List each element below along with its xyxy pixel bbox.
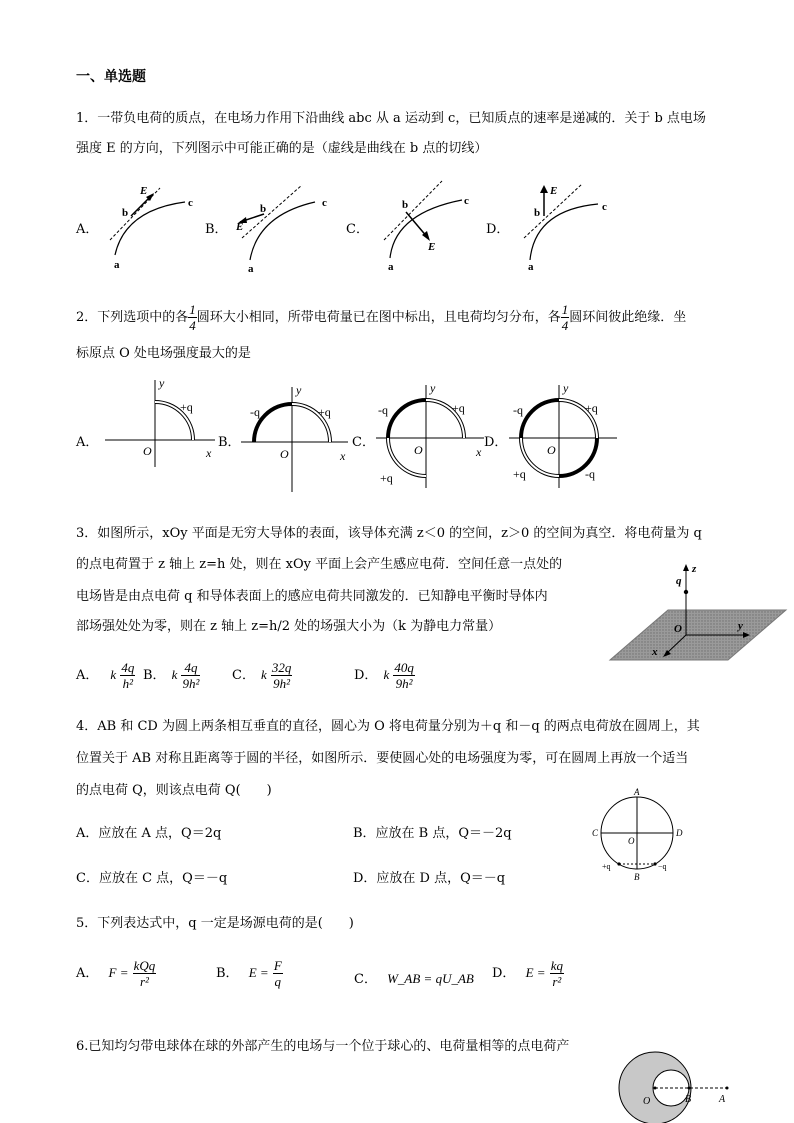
q1-figure-b — [230, 180, 340, 275]
q1-figure-a — [100, 180, 210, 275]
svg-text:-q: -q — [378, 403, 388, 417]
q1-figure-d — [510, 180, 620, 275]
svg-text:+q: +q — [513, 467, 526, 481]
q2-figure-b — [236, 382, 356, 494]
q3-text-line4: 部场强处处为零，则在 z 轴上 z=h/2 处的场强大小为（k 为静电力常量） — [76, 619, 502, 634]
svg-text:O: O — [280, 447, 289, 461]
svg-text:E: E — [550, 185, 558, 197]
svg-text:a: a — [528, 261, 534, 273]
q1a-E-label: E — [140, 185, 148, 197]
svg-text:b: b — [402, 199, 409, 211]
q3-option-c: C． k $\frac{32q}{\text{9h²}}$ — [232, 660, 292, 691]
q1-option-b-label: B． — [205, 222, 228, 237]
q1-text-line1: 1．一带负电荷的质点，在电场力作用下沿曲线 abc 从 a 运动到 c，已知质点的速率是递减的．关于 b 点电场 — [76, 111, 706, 126]
svg-text:+q: +q — [318, 405, 331, 419]
svg-text:A: A — [719, 1094, 726, 1105]
section-title: 一、单选题 — [76, 69, 146, 85]
q5-option-d: D． E = $\frac{kq}{\text{r²}}$ — [492, 958, 563, 989]
q2-option-b-label: B． — [218, 435, 241, 450]
q3-text-line1: 3．如图所示，xOy 平面是无穷大导体的表面，该导体充满 z＜0 的空间，z＞0 的空间为真空．将电荷量为 q — [76, 526, 702, 541]
svg-text:z: z — [692, 563, 697, 575]
q4-option-b: B．应放在 B 点，Q＝－2q — [353, 826, 512, 841]
q2-fraction-2: $\frac{1}{4}$ — [561, 302, 569, 333]
q1-text-line2: 强度 E 的方向，下列图示中可能正确的是（虚线是曲线在 b 点的切线） — [76, 141, 488, 156]
q4-option-c: C．应放在 C 点，Q＝－q — [76, 871, 228, 886]
q2-figure-a — [100, 375, 220, 470]
svg-text:c: c — [464, 195, 469, 207]
svg-text:+q: +q — [452, 401, 465, 415]
svg-text:a: a — [114, 259, 120, 271]
svg-text:x: x — [476, 445, 482, 459]
svg-text:y: y — [430, 381, 436, 395]
svg-text:y: y — [159, 376, 165, 390]
q4-text-line2: 位置关于 AB 对称且距离等于圆的半径，如图所示．要使圆心处的电场强度为零，可在圆周上再放一个适当 — [76, 751, 689, 766]
q2-option-d-label: D． — [484, 435, 508, 450]
q1-figure-c — [370, 178, 480, 273]
q3-figure — [608, 560, 788, 665]
q2-option-a-label: A． — [76, 435, 99, 450]
q5-text-line1: 5．下列表达式中，q 一定是场源电荷的是( ) — [76, 916, 354, 931]
svg-text:y: y — [563, 381, 569, 395]
q4-figure — [590, 788, 690, 883]
svg-text:D: D — [676, 828, 683, 838]
q2-figure-c — [372, 380, 492, 490]
q2-fraction-1: $\frac{1}{4}$ — [189, 302, 196, 333]
svg-text:-q: -q — [250, 405, 260, 419]
q5-option-c: C． W_AB = qU_AB — [354, 971, 474, 987]
svg-text:y: y — [296, 383, 302, 397]
svg-text:b: b — [122, 207, 129, 219]
q4-text-line1: 4．AB 和 CD 为圆上两条相互垂直的直径，圆心为 O 将电荷量分别为＋q 和－q 的两点电荷放在圆周上，其 — [76, 719, 700, 734]
svg-text:O: O — [547, 443, 556, 457]
svg-text:+q: +q — [585, 401, 598, 415]
q4-option-d: D．应放在 D 点，Q＝－q — [353, 871, 506, 886]
q3-option-a: A． k $\frac{4q}{\text{h²}}$ — [76, 660, 135, 691]
svg-text:b: b — [534, 207, 541, 219]
q2-option-c-label: C． — [352, 435, 375, 450]
q6-text-line1: 6.已知均匀带电球体在球的外部产生的电场与一个位于球心的、电荷量相等的点电荷产 — [76, 1039, 570, 1054]
svg-text:-q: -q — [585, 467, 595, 481]
q3-text-line2: 的点电荷置于 z 轴上 z=h 处，则在 xOy 平面上会产生感应电荷．空间任意一点处的 — [76, 557, 563, 572]
svg-text:c: c — [322, 197, 327, 209]
svg-text:B: B — [685, 1094, 692, 1105]
svg-text:A: A — [634, 788, 640, 797]
svg-text:-q: -q — [513, 403, 523, 417]
q2-figure-d — [505, 380, 625, 490]
q3-option-b: B． k $\frac{4q}{\text{9h²}}$ — [143, 660, 200, 691]
q1-option-c-label: C． — [346, 222, 369, 237]
q1-option-d-label: D． — [486, 222, 510, 237]
svg-text:y: y — [738, 620, 743, 632]
q5-option-a: A． F = $\frac{\text{kQq}}{\text{r²}}$ — [76, 958, 156, 989]
svg-text:E: E — [428, 241, 436, 253]
q2-text-line2: 标原点 O 处电场强度最大的是 — [76, 346, 251, 361]
svg-text:C: C — [592, 828, 599, 838]
svg-text:O: O — [414, 443, 423, 457]
q3-option-d: D． k $\frac{40q}{\text{9h²}}$ — [354, 660, 414, 691]
q6-figure — [615, 1050, 745, 1123]
svg-text:a: a — [248, 263, 254, 275]
svg-text:O: O — [143, 444, 152, 458]
svg-text:b: b — [260, 203, 267, 215]
svg-text:+q: +q — [602, 862, 611, 871]
svg-text:+q: +q — [180, 400, 193, 414]
svg-text:O: O — [674, 623, 682, 635]
q4-text-line3: 的点电荷 Q，则该点电荷 Q( ) — [76, 783, 272, 798]
svg-text:c: c — [188, 197, 193, 209]
svg-text:−q: −q — [658, 862, 667, 871]
svg-text:a: a — [388, 261, 394, 273]
svg-text:x: x — [652, 646, 658, 658]
q2-text-line1: 2．下列选项中的各 $\frac{1}{4}$ 圆环大小相同，所带电荷量已在图中标出，且电荷均匀分布，各 $\frac{1}{4}$ 圆环间彼此绝缘．坐 — [76, 302, 687, 333]
svg-text:q: q — [676, 575, 682, 587]
svg-text:E: E — [236, 221, 244, 233]
svg-text:B: B — [634, 872, 640, 882]
q4-option-a: A．应放在 A 点，Q＝2q — [76, 826, 222, 841]
svg-text:O: O — [628, 836, 635, 846]
q1-option-a-label: A． — [76, 222, 99, 237]
svg-text:c: c — [602, 201, 607, 213]
q5-option-b: B． E = $\frac{F}{q}$ — [216, 958, 282, 989]
svg-text:x: x — [206, 446, 212, 460]
svg-text:x: x — [340, 449, 346, 463]
svg-text:+q: +q — [380, 471, 393, 485]
svg-text:O: O — [643, 1096, 651, 1107]
q3-text-line3: 电场皆是由点电荷 q 和导体表面上的感应电荷共同激发的．已知静电平衡时导体内 — [76, 589, 548, 604]
